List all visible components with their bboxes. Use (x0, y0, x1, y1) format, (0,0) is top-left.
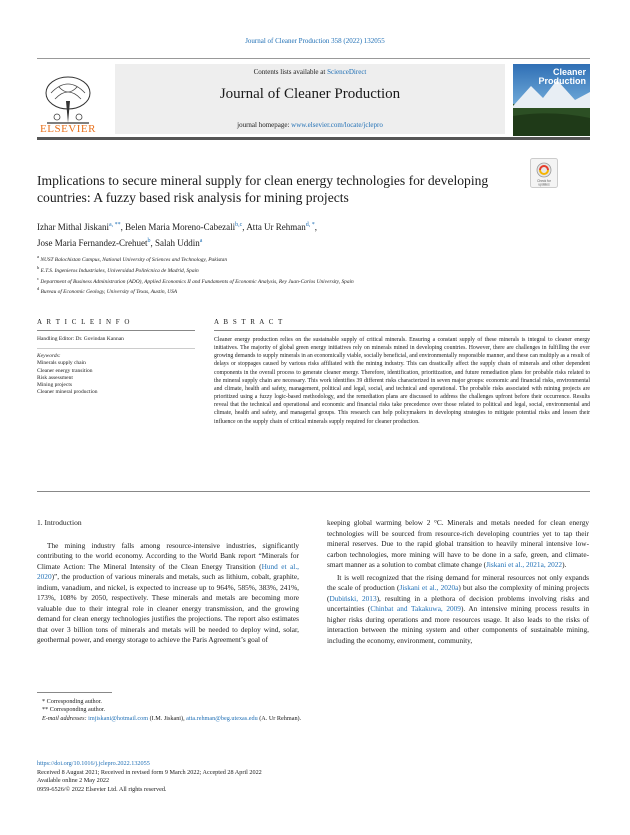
journal-homepage-link[interactable]: www.elsevier.com/locate/jclepro (291, 121, 383, 129)
footnotes (37, 698, 597, 723)
author-list (37, 218, 577, 250)
author-sep: , (120, 222, 126, 232)
paragraph (37, 541, 299, 646)
copyright: 0959-6526/© 2022 Elsevier Ltd. All rights reserved. (37, 785, 167, 793)
article-info-rule (37, 330, 195, 331)
author[interactable]: Izhar Mithal Jiskani (37, 222, 109, 232)
citation-link[interactable]: Chinbat and Takakuwa, 2009 (370, 604, 461, 613)
footnote: ** Corresponding author. (42, 706, 106, 714)
contents-line (115, 68, 505, 76)
sciencedirect-link[interactable]: ScienceDirect (327, 68, 367, 76)
abstract-heading: A B S T R A C T (214, 318, 284, 326)
author-sep: , (150, 238, 155, 248)
email-label: E-mail addresses: (42, 714, 89, 722)
homepage-prefix: journal homepage: (237, 121, 292, 129)
author[interactable]: Atta Ur Rehman (246, 222, 306, 232)
body-left-column (37, 518, 299, 646)
abstract-rule (214, 330, 590, 331)
email-link[interactable]: atta.rehman@beg.utexas.edu (186, 714, 258, 722)
paper-title: Implications to secure mineral supply for clean energy technologies for developing countries: A fuzzy based risk analysis for mining projects (37, 173, 489, 205)
paragraph-text: It is well recognized that the rising demand for mineral resources not only expands the scale of production ( (327, 572, 589, 592)
footnote: * Corresponding author. (42, 698, 102, 705)
keyword[interactable]: Cleaner mineral production (37, 389, 98, 396)
citation-link[interactable]: Jiskani et al., 2020a (399, 583, 459, 592)
paragraph-text: ). An intensive mining process results in higher risks during operations and more resources usage. It also leads to the risks of interaction between the mining system and other components of sustainable mining, including the economy, environment, community, (327, 604, 589, 645)
affiliation-text: Bureau of Economic Geology, University of Texas, Austin, USA (40, 289, 178, 296)
keyword[interactable]: Risk assessment (37, 374, 73, 381)
paragraph (327, 573, 589, 647)
affiliation-sup: b (37, 264, 40, 270)
email-footnote (37, 715, 597, 723)
paragraph-text: keeping global warming below 2 °C. Minerals and metals needed for clean energy technologies will be sourced from resource-rich developing countries yet to tap their mineral reserves. Due to the rapid global transition to heavily mineral intensive low-carbon technologies, more mining will have to be done in a safe, green, and climate-smart manner as a solution to combat climate change ( (327, 518, 589, 569)
email-owner: (I.M. Jiskani), (148, 714, 187, 722)
author[interactable]: Belen Maria Moreno-Cabezali (125, 222, 236, 232)
author[interactable]: Jose Maria Fernandez-Crehuet (37, 238, 148, 248)
received-dates: Received 8 August 2021; Received in revised form 9 March 2022; Accepted 28 April 2022 (37, 768, 262, 776)
doi-link[interactable]: https://doi.org/10.1016/j.jclepro.2022.132055 (37, 760, 150, 767)
svg-text:Check for: Check for (537, 179, 551, 183)
paragraph (327, 518, 589, 571)
check-for-updates-icon[interactable] (530, 158, 558, 188)
paragraph-text: ). (562, 560, 567, 569)
cover-title (539, 68, 587, 86)
cover-title-line2: Production (538, 76, 586, 86)
svg-text:updates: updates (538, 182, 550, 187)
publisher-name[interactable]: ELSEVIER (40, 123, 96, 135)
masthead-top-rule (37, 58, 590, 59)
citation-link[interactable]: Hund et al., 2020 (37, 561, 299, 581)
paragraph-text: The mining industry falls among resource-intensive industries, significantly contributing to the world economy. According to the World Bank report “Minerals for Climate Action: The Mineral Intensity of the Clean Energy Transition ( (37, 540, 299, 571)
abstract-bottom-rule (37, 491, 590, 492)
keyword[interactable]: Minerals supply chain (37, 360, 86, 367)
email-owner: (A. Ur Rehman). (257, 714, 302, 722)
author-sup[interactable]: b (147, 238, 151, 244)
affiliation-text: NUST Balochistan Campus, National University of Sciences and Technology, Pakistan (40, 256, 228, 263)
info-divider (37, 348, 195, 349)
publication-info (37, 760, 597, 794)
citation-link[interactable]: Jiskani et al., 2021a, 2022 (486, 560, 563, 569)
section-heading: 1. Introduction (37, 518, 82, 527)
body-right-column (327, 518, 589, 646)
author-sup[interactable]: b,c (235, 222, 243, 228)
paragraph-text: )”, the production of various minerals and metals, such as lithium, cobalt, graphite, indium, vanadium, and nickel, is expected to increase up to 964%, 585%, 383%, 241%, 173%, 108% by 2050, respectively. These minerals and metals are becoming more valuable due to their integral role in cleaner energy transmission, and the growing demand for clean energy technologies justifies the projections. The report also estimates that over 3 billion tons of minerals and metals will be needed to deploy wind, solar, geothermal power, and energy storage to achieve the Paris Agreement’s goal of (37, 572, 299, 644)
affiliation-sup: d (37, 286, 40, 292)
handling-editor: Handling Editor: Dr. Govindan Kannan (37, 336, 124, 342)
author[interactable]: Salah Uddin (154, 238, 200, 248)
journal-cover-image[interactable] (513, 64, 590, 136)
affiliation-sup: a (37, 254, 39, 259)
cover-title-line1: Cleaner (552, 67, 586, 77)
homepage-line (115, 121, 505, 129)
journal-banner (115, 64, 505, 134)
article-info (37, 336, 197, 396)
affiliation-text: Department of Business Administration (ADO), Applied Economics II and Fundaments of Economic Analysis, Rey Juan-Carlos University, Spain (40, 278, 354, 285)
contents-prefix: Contents lists available at (253, 68, 328, 76)
footnote-rule (37, 692, 112, 693)
author-sup[interactable]: d, * (305, 222, 315, 228)
paragraph-text: ) but also the complexity of mining projects ( (327, 583, 589, 603)
journal-title: Journal of Cleaner Production (219, 86, 401, 102)
affiliation (37, 253, 597, 264)
keyword[interactable]: Mining projects (37, 382, 72, 389)
affiliation (37, 275, 597, 286)
affiliations (37, 253, 597, 296)
email-link[interactable]: imjiskani@hotmail.com (88, 714, 149, 722)
author-sup[interactable]: a (199, 238, 203, 244)
abstract-text: Cleaner energy production relies on the sustainable supply of critical minerals. Ensuring a constant supply of these minerals is integral to cleaner energy initiatives. The majority of global green energy initiatives rely on minerals mined in developing countries. However, there are challenges in fulfilling the ever growing demands to supply minerals in an economically viable, socially beneficial, and environmentally responsible manner, and these can multiply as a result of delays or stoppages caused by various risks affiliated with the mining industry. This can drastically affect the supply chain of minerals and other dependent components in the overall process to generate cleaner energy. Therefore, identification, prioritization, and future remediation plans for probable risks related to the mineral supply chain are necessary. This work identifies 39 different risks characterized in seven major groups: economic and financial risks, environmental and climate, health and safety, management, political and legal, social, and technical and operational. The probable risks associated with mining projects are prioritized using a fuzzy logic-based methodology, and the remediation plans are discussed to address the challenges upfront before their occurrence. Results reveal that the technical and operational and economic and financial risks take precedence over those related to political and legal, social, environmental and climate, health and safety, and managerial groups. This research can help policymakers in developing strategies to mitigate potential risks and lessen their influence on the supply chain of critical minerals supply required for cleaner production. (214, 337, 590, 425)
keyword[interactable]: Cleaner energy transition (37, 367, 93, 374)
masthead-bottom-rule (37, 137, 590, 140)
affiliation-sup: c (37, 275, 39, 281)
author-sep: , (242, 222, 247, 232)
affiliation-text: E.T.S. Ingenieros Industriales, Universidad Politécnica de Madrid, Spain (40, 267, 199, 274)
affiliation (37, 285, 597, 296)
article-info-heading: A R T I C L E I N F O (37, 318, 131, 326)
citation-link[interactable]: Dubiński, 2013 (329, 593, 377, 603)
keywords-label: Keywords: (37, 353, 61, 360)
affiliation (37, 264, 597, 275)
author-sep: , (314, 222, 318, 232)
journal-reference[interactable]: Journal of Cleaner Production 358 (2022) 132055 (245, 37, 385, 45)
paragraph-text: ), resulting in a plethora of decision problems involving risks and uncertainties ( (327, 593, 589, 613)
masthead (37, 58, 590, 140)
online-date: Available online 2 May 2022 (37, 777, 110, 785)
author-sup[interactable]: a, ** (108, 222, 121, 228)
